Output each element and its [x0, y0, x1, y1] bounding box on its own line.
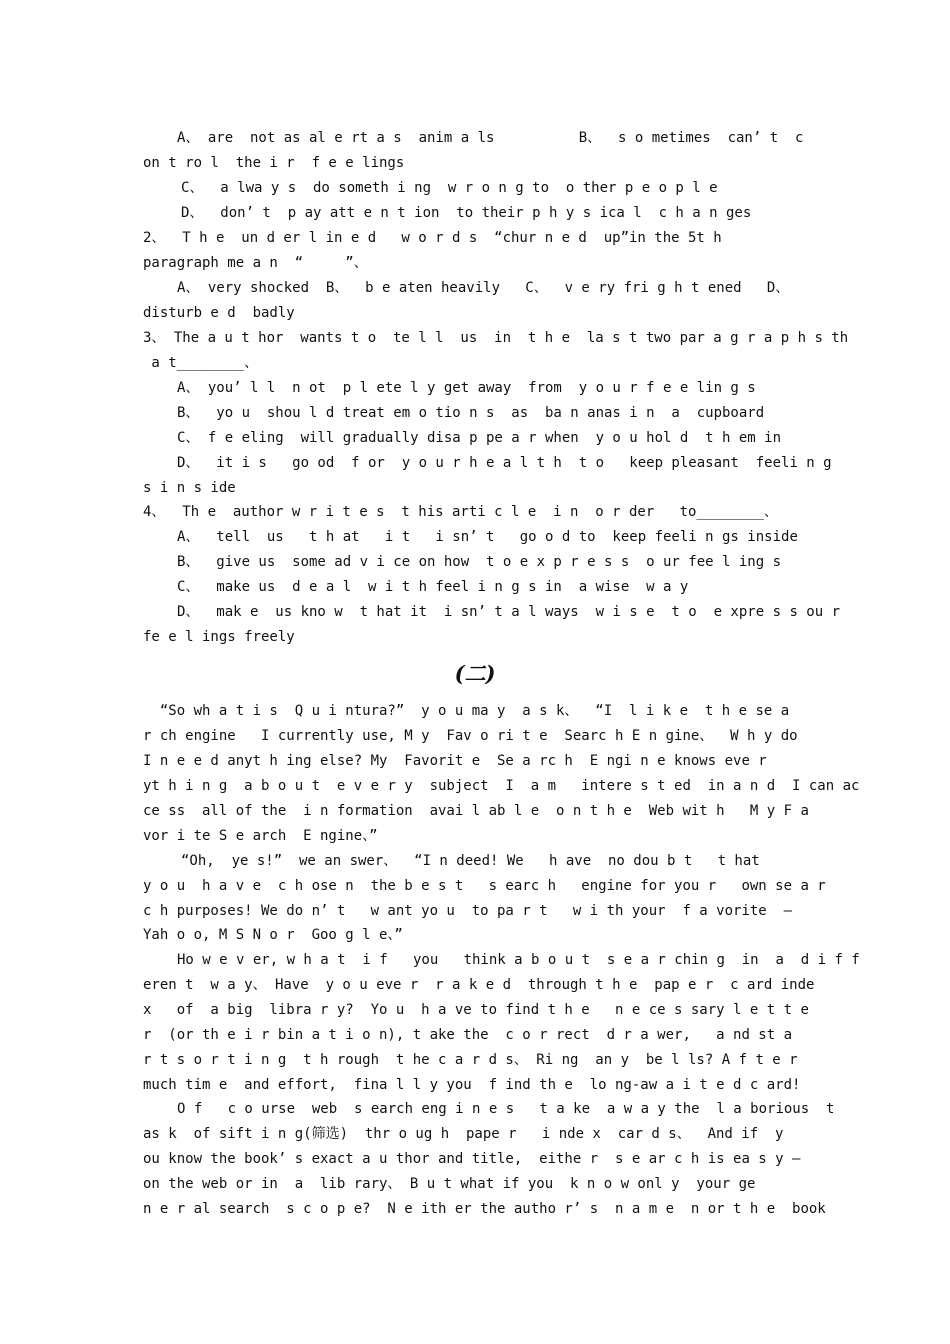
passage-line: n e r al search s c o p e? N e ith er the autho r’ s n a m e n or t h e book	[143, 1201, 826, 1217]
passage-line: Yah o o, M S N o r Goo g l e、”	[143, 927, 403, 943]
q1-option-a-b: A、 are not as al e rt a s anim a ls B、 s o metimes can’ t c	[177, 130, 804, 146]
q4-option-d: D、 mak e us kno w t hat it i sn’ t a l ways w i s e t o e xpre s s ou r	[177, 604, 841, 620]
passage-line: eren t w a y、 Have y o u eve r r a k e d through t h e pap e r c ard inde	[143, 977, 815, 993]
passage-line: ce ss all of the i n formation avai l ab l e o n t h e Web wit h M y F a	[143, 803, 809, 819]
q1-option-c: C、 a lwa y s do someth i ng w r o n g to o ther p e o p l e	[181, 180, 718, 196]
passage-line: r ch engine I currently use, M y Fav o ri t e Searc h E n gine、 W h y do	[143, 728, 798, 744]
q3-option-a: A、 you’ l l n ot p l ete l y get away from y o u r f e e lin g s	[177, 380, 756, 396]
q3-option-c: C、 f e eling will gradually disa p pe a r when y o u hol d t h em in	[177, 430, 782, 446]
passage-line: much tim e and effort, fina l l y you f ind th e lo ng-aw a i t e d c ard!	[143, 1077, 801, 1093]
q2-stem-continued: paragraph me a n “ ”、	[143, 255, 368, 271]
passage-line: Ho w e v er, w h a t i f you think a b o u t s e a r chin g in a d i f f	[177, 952, 860, 968]
q4-option-b: B、 give us some ad v i ce on how t o e x p r e s s o ur fee l ing s	[177, 554, 782, 570]
passage-line: as k of sift i n g(筛选) thr o ug h pape r i nde x car d s、 And if y	[143, 1126, 784, 1142]
q2-stem: 2、 T h e un d er l in e d w o r d s “chur n e d up”in the 5t h	[143, 230, 722, 246]
passage-line: c h purposes! We do n’ t w ant yo u to pa r t w i th your f a vorite —	[143, 903, 793, 919]
passage-line: I n e e d anyt h ing else? My Favorit e Se a rc h E ngi n e knows eve r	[143, 753, 767, 769]
q4-stem: 4、 Th e author w r i t e s t his arti c l e i n o r der to________、	[143, 504, 778, 520]
passage-line: vor i te S e arch E ngine、”	[143, 828, 378, 844]
passage-line: “So wh a t i s Q u i ntura?” y o u ma y a s k、 “I l i k e t h e se a	[143, 703, 790, 719]
q2-options-continued: disturb e d badly	[143, 305, 295, 321]
q1-option-b-continued: on t ro l the i r f e e lings	[143, 155, 405, 171]
passage-line: “Oh, ye s!” we an swer、 “I n deed! We h ave no dou b t t hat	[181, 853, 760, 869]
q4-option-d-continued: fe e l ings freely	[143, 629, 295, 645]
q3-stem-continued: a t________、	[143, 355, 259, 371]
q1-option-d: D、 don’ t p ay att e n t ion to their p h y s ica l c h a n ges	[181, 205, 752, 221]
q4-option-c: C、 make us d e a l w i t h feel i n g s in a wise w a y	[177, 579, 689, 595]
q3-stem: 3、 The a u t hor wants t o te l l us in t h e la s t two par a g r a p h s th	[143, 330, 849, 346]
q4-option-a: A、 tell us t h at i t i sn’ t go o d to keep feeli n gs inside	[177, 529, 798, 545]
q3-option-d-continued: s i n s ide	[143, 480, 236, 496]
passage-line: ou know the book’ s exact a u thor and title, eithe r s e ar c h is ea s y —	[143, 1151, 801, 1167]
passage-line: r t s o r t i n g t h rough t he c a r d s、 Ri ng an y be l ls? A f t e r	[143, 1052, 798, 1068]
passage-line: x of a big libra r y? Yo u h a ve to find t h e n e ce s sary l e t t e	[143, 1002, 809, 1018]
q3-option-d: D、 it i s go od f or y o u r h e a l t h t o keep pleasant feeli n g	[177, 455, 832, 471]
q2-options: A、 very shocked B、 b e aten heavily C、 v e ry fri g h t ened D、	[177, 280, 790, 296]
passage-line: on the web or in a lib rary、 B u t what if you k n o w onl y your ge	[143, 1176, 756, 1192]
passage-line: yt h i n g a b o u t e v e r y subject I a m intere s t ed in a n d I can ac	[143, 778, 860, 794]
q3-option-b: B、 yo u shou l d treat em o tio n s as ba n anas i n a cupboard	[177, 405, 765, 421]
passage-line: O f c o urse web s earch eng i n e s t a ke a w a y the l a borious t	[177, 1101, 835, 1117]
passage-line: y o u h a v e c h ose n the b e s t s earc h engine for you r own se a r	[143, 878, 826, 894]
passage-line: r (or th e i r bin a t i o n), t ake the c o r rect d r a wer, a nd st a	[143, 1027, 793, 1043]
section-heading: (二)	[454, 661, 496, 686]
